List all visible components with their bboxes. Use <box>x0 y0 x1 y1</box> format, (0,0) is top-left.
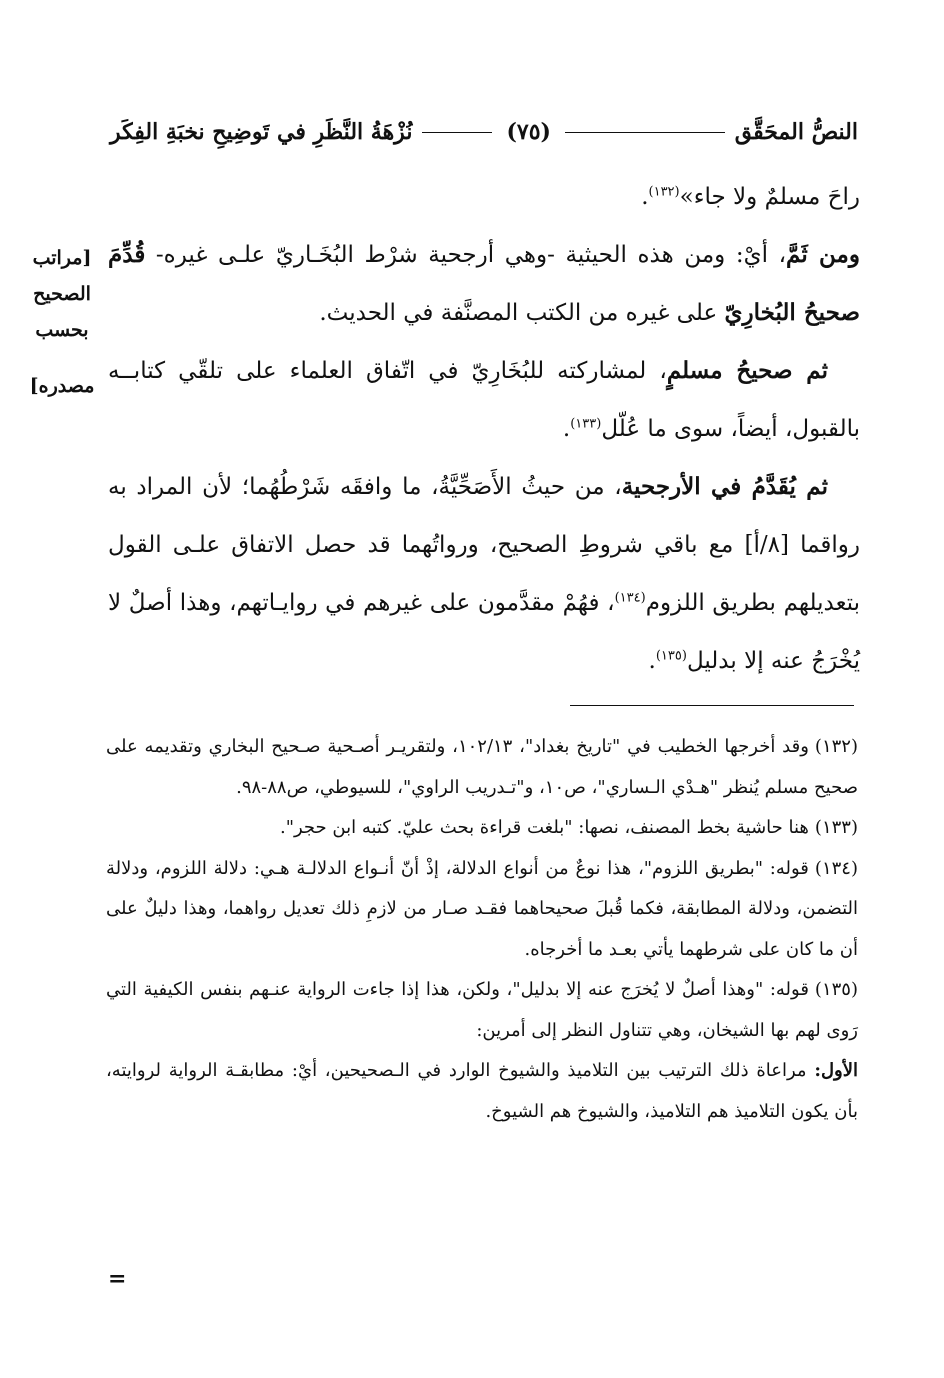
continuation-mark: = <box>108 1266 127 1292</box>
paragraph-4: ثم يُقَدَّمُ في الأرجحية، من حيثُ الأَصَحِّيَّةُ، ما وافقَه شَرْطُهُما؛ لأن المراد به رواقما [٨/أ] مع باقي شروطِ الصحيح، ورواتُهما قد حصل الاتفاق علـى القول بتعديلهم بطريق اللزوم$^{(١٣٤)}$، فهُمْ مقدَّمون على غيرهم في روايـاتهم، وهذا أصلٌ لا يُخْرَجُ عنه إلا بدليل$^{(١٣٥)}$. <box>108 473 861 674</box>
footnote-135-first: الأول: مراعاة ذلك الترتيب بين التلاميذ والشيوخ الوارد في الـصحيحين، أيْ: مطابقـة الرواية لروايته، بأن يكون التلاميذ هم التلاميذ، والشيوخ هم الشيوخ. <box>106 1060 858 1122</box>
footnotes <box>106 727 858 1132</box>
paragraph-2: ومن ثَمَّ، أيْ: ومن هذه الحيثية -وهي أرجحية شرْط البُخَـاريّ علـى غيره- قُدِّمَ صحيحُ البُخارِيّ على غيره من الكتب المصنَّفة في الحديث. <box>108 241 860 326</box>
footnote-134: (١٣٤)قوله: "بطريق اللزوم"، هذا نوعٌ من أنواع الدلالة، إذْ أنّ أنـواع الدلالـة هـي: دلالة اللزوم، ودلالة التضمن، ودلالة المطابقة، فكما قُبلَ صحيحاهما فقـد صـار من لازمِ ذلك تعديل رواهما، وهذا دليلٌ على أن ما كان على شرطهما يأتي بعـد ما أخرجاه. <box>106 857 858 960</box>
header-section-title: النصُّ المحَقَّق <box>734 119 858 145</box>
footnote-ref-133: (١٣٣) <box>570 416 602 432</box>
page-number: (٧٥) <box>506 119 551 145</box>
header-book-title: نُزْهَةُ النَّظَرِ في تَوضِيحِ نخبَةِ الفِكَر <box>110 119 413 145</box>
footnote-separator <box>570 705 854 706</box>
header-rule-left <box>422 132 492 133</box>
footnote-ref-135: (١٣٥) <box>655 648 687 664</box>
paragraph-3: ثم صحيحُ مسلمٍ، لمشاركته للبُخَارِيّ في اتّفاق العلماء على تلقّي كتابــه بالقبول، أيضاً، سوى ما عُلّل$^{(١٣٣)}$. <box>108 357 860 442</box>
term-sahih-bukhari: قُدِّمَ صحيحُ البُخارِيّ <box>108 241 860 326</box>
footnote-ref-134: (١٣٤) <box>614 590 646 606</box>
term-yuqaddam: ثم يُقَدَّمُ في الأرجحية <box>621 473 828 500</box>
footnote-132: (١٣٢)وقد أخرجها الخطيب في "تاريخ بغداد"، ١٠٢/١٣، ولتقريـر أصـحية صـحيح البخاري وتقديمه على صحيح مسلم يُنظر "هـدْي الـساري"، ص١٠، و"تـدريب الراوي"، للسيوطي، ص٨٨-٩٨. <box>106 736 858 798</box>
footnote-133: (١٣٣)هنا حاشية بخط المصنف، نصها: "بلغت قراءة بحث عليّ. كتبه ابن حجر". <box>280 817 858 838</box>
paragraph-1: راحَ مسلمٌ ولا جاء»$^{(١٣٢)}$. <box>641 184 860 210</box>
main-text <box>108 168 860 690</box>
term-sahih-muslim: ثم صحيحُ مسلمٍ <box>666 357 828 384</box>
running-header <box>110 112 858 152</box>
footnote-135: (١٣٥)قوله: "وهذا أصلٌ لا يُخرَج عنه إلا بدليل"، ولكن، هذا إذا جاءت الرواية عنـهم بنفس الكيفية التي رَوى لهم بها الشيخان، وهي تتناول النظر إلى أمرين: <box>106 979 858 1041</box>
margin-note: [مراتب الصحيح بحسب مصدره] <box>29 247 95 397</box>
header-rule-right <box>565 132 725 133</box>
term-min-thamma: ومن ثَمَّ <box>786 241 860 268</box>
footnote-ref-132: (١٣٢) <box>648 184 680 200</box>
first-label: الأول: <box>814 1060 858 1081</box>
